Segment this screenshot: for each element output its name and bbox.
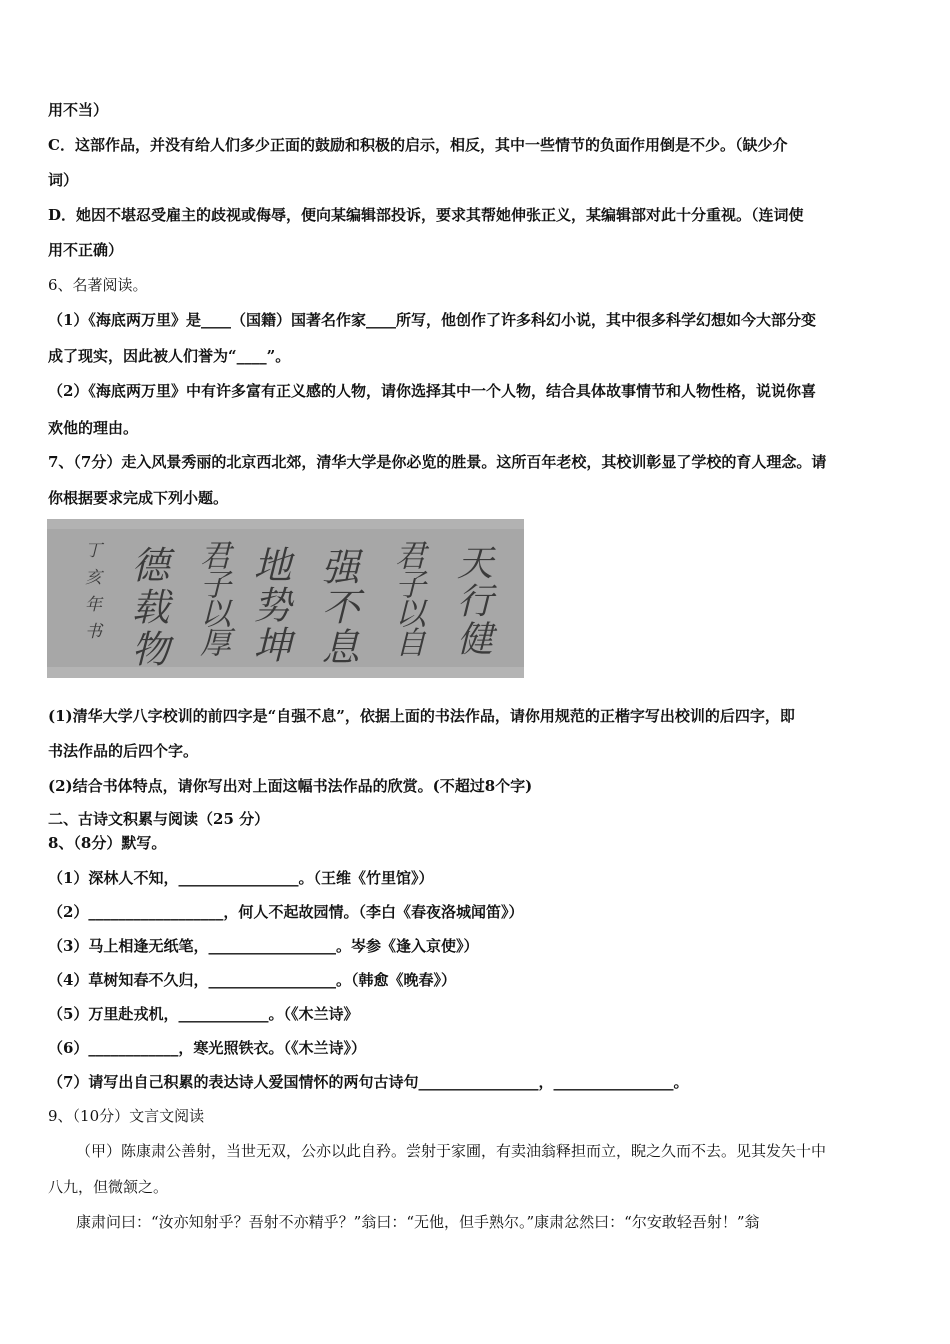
q7-title-line1: 7、（7分）走入风景秀丽的北京西北郊，清华大学是你必览的胜景。这所百年老校，其校训彰显了学校的育人理念。请	[48, 453, 827, 471]
q6-part1-line1: （1）《海底两万里》是____（国籍）国著名作家____所写，他创作了许多科幻小说，其中很多科学幻想如今大部分变	[48, 311, 816, 329]
calligraphy-image	[47, 519, 524, 678]
q5-option-d-line2: 用不正确）	[48, 241, 124, 259]
q7-sub2: (2)结合书体特点，请你写出对上面这幅书法作品的欣赏。(不超过8个字)	[48, 777, 533, 795]
section-2-heading: 二、古诗文积累与阅读（25 分）	[48, 810, 270, 828]
q7-title-line2: 你根据要求完成下列小题。	[48, 489, 229, 507]
q9-para2-line1: 康肃问曰：“汝亦知射乎？吾射不亦精乎？”翁曰：“无他，但手熟尔。”康肃忿然曰：“尔安敢轻吾射！”翁	[76, 1213, 760, 1231]
calligraphy-col-4: 地势坤	[247, 545, 291, 665]
q7-sub1-line2: 书法作品的后四个字。	[48, 742, 199, 760]
calligraphy-col-3: 强不息	[315, 547, 359, 667]
q6-part2-line2: 欢他的理由。	[48, 419, 139, 437]
q8-item-1: （1）深林人不知，________________。（王维《竹里馆》）	[48, 869, 434, 887]
calligraphy-col-1: 天行健	[451, 544, 493, 658]
calligraphy-col-6: 德载物	[125, 545, 169, 671]
q5-option-d-line1: D．她因不堪忍受雇主的歧视或侮辱，便向某编辑部投诉，要求其帮她伸张正义，某编辑部对此十分重视。（连词使	[48, 206, 804, 224]
q8-item-5: （5）万里赴戎机，____________。（《木兰诗》	[48, 1005, 359, 1023]
q5-option-c-line2: 词）	[48, 171, 79, 189]
q8-item-3: （3）马上相逢无纸笔，_________________。岑参《逢入京使》）	[48, 937, 479, 955]
q7-sub1-line1: (1)清华大学八字校训的前四字是“自强不息”，依据上面的书法作品，请你用规范的正楷字写出校训的后四字，即	[48, 707, 795, 725]
calligraphy-col-2: 君子以自	[389, 539, 425, 655]
q8-item-2: （2）__________________，何人不起故园情。（李白《春夜洛城闻笛》）	[48, 903, 524, 921]
q9-title: 9、（10分）文言文阅读	[48, 1107, 205, 1125]
q8-title: 8、（8分）默写。	[48, 834, 167, 852]
q8-item-4: （4）草树知春不久归，_________________。（韩愈《晚春》）	[48, 971, 456, 989]
q9-para1-line1: （甲）陈康肃公善射，当世无双，公亦以此自矜。尝射于家圃，有卖油翁释担而立，睨之久而不去。见其发矢十中	[76, 1142, 827, 1160]
q8-item-7: （7）请写出自己积累的表达诗人爱国情怀的两句古诗句________________，________________。	[48, 1073, 689, 1091]
q8-item-6: （6）____________，寒光照铁衣。（《木兰诗》）	[48, 1039, 366, 1057]
q5-option-b-tail: 用不当）	[48, 101, 109, 119]
q5-option-c-line1: C．这部作品，并没有给人们多少正面的鼓励和积极的启示，相反，其中一些情节的负面作用倒是不少。（缺少介	[48, 136, 788, 154]
q6-title: 6、名著阅读。	[48, 276, 148, 294]
q6-part2-line1: （2）《海底两万里》中有许多富有正义感的人物，请你选择其中一个人物，结合具体故事情节和人物性格，说说你喜	[48, 382, 816, 400]
q9-para1-line2: 八九，但微颔之。	[48, 1178, 169, 1196]
calligraphy-col-5: 君子以厚	[194, 539, 230, 655]
calligraphy-signature: 丁亥年书	[81, 541, 101, 649]
q6-part1-line2: 成了现实，因此被人们誉为“____”。	[48, 347, 291, 365]
